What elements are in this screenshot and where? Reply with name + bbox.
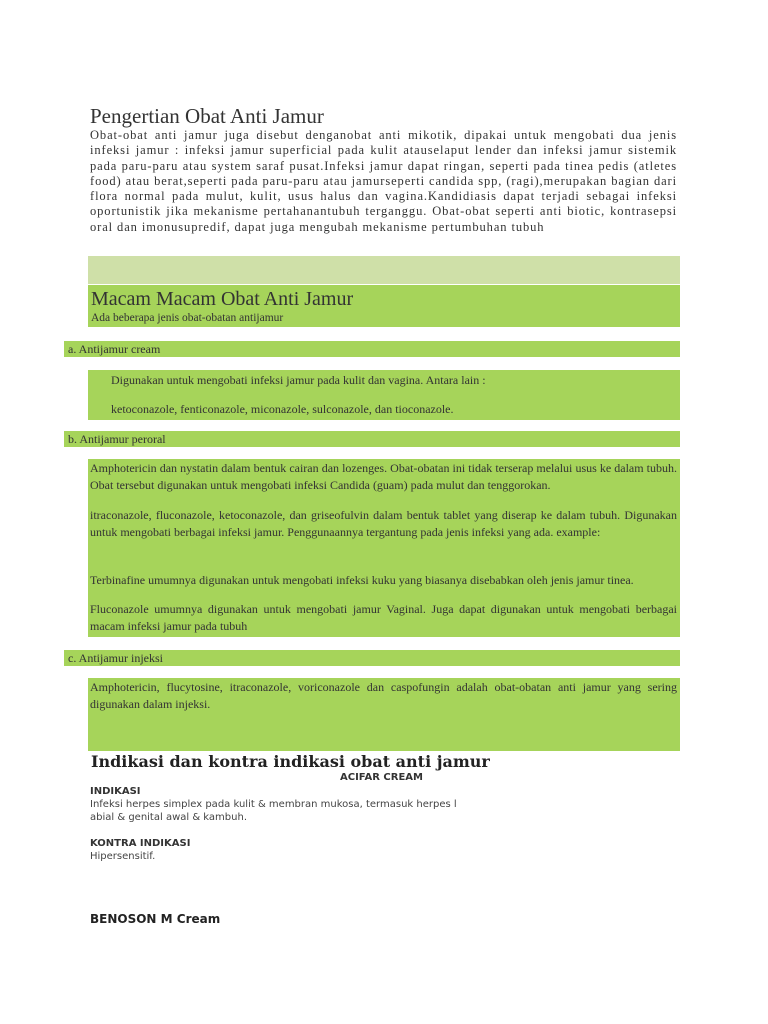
list-item-b-text-4: Fluconazole umumnya digunakan untuk mengobati jamur Vaginal. Juga dapat digunakan untuk mengobati berbagai macam infeksi jamur pada tubuh	[90, 602, 677, 633]
kontra-indikasi-label: KONTRA INDIKASI	[90, 838, 191, 849]
list-item-b-text-3: Terbinafine umumnya digunakan untuk mengobati infeksi kuku yang biasanya disebabkan oleh jenis jamur tinea.	[90, 573, 634, 587]
kontra-indikasi-text: Hipersensitif.	[90, 851, 156, 862]
section-title-pengertian: Pengertian Obat Anti Jamur	[90, 104, 324, 128]
list-item-c	[64, 650, 680, 666]
list-item-b-text-1: Amphotericin dan nystatin dalam bentuk cairan dan lozenges. Obat-obatan ini tidak terserap melalui usus ke dalam tubuh. Obat tersebut digunakan untuk mengobati infeksi Candida (guam) pada mulut dan tenggorokan.	[90, 461, 677, 492]
list-item-c-content	[88, 678, 680, 751]
product-title-acifar: ACIFAR CREAM	[340, 772, 423, 783]
intro-paragraph: Obat-obat anti jamur juga disebut denganobat anti mikotik, dipakai untuk mengobati dua jenis infeksi jamur : infeksi jamur superficial pada kulit atauselaput lender dan infeksi jamur sistemik pada paru-paru atau system saraf pusat.Infeksi jamur dapat ringan, seperti pada tinea pedis (atletes food) atau berat,seperti pada paru-paru atau jamurseperti candida spp, (ragi),merupakan bagian dari flora normal pada mulut, kulit, usus halus dan vagina.Kandidiasis dapat terjadi sebagai infeksi oportunistik jika mekanisme pertahanantubuh terganggu. Obat-obat seperti anti biotic, kontrasepsi oral dan imonusupredif, dapat juga mengubah mekanisme pertumbuhan tubuh	[90, 128, 677, 234]
list-item-a-text-2: ketoconazole, fenticonazole, miconazole, sulconazole, dan tioconazole.	[111, 402, 454, 416]
section-subtitle: Ada beberapa jenis obat-obatan antijamur	[91, 312, 284, 324]
indikasi-text-line-1: Infeksi herpes simplex pada kulit & membran mukosa, termasuk herpes l	[90, 799, 457, 810]
list-item-a-content	[88, 370, 680, 420]
list-item-a-label: a. Antijamur cream	[68, 342, 161, 356]
product-title-benoson: BENOSON M Cream	[90, 912, 221, 926]
list-item-a-text-1: Digunakan untuk mengobati infeksi jamur pada kulit dan vagina. Antara lain :	[111, 373, 486, 387]
list-item-c-text-1: Amphotericin, flucytosine, itraconazole, voriconazole dan caspofungin adalah obat-obatan anti jamur yang sering digunakan dalam injeksi.	[90, 680, 677, 711]
indikasi-text-line-2: abial & genital awal & kambuh.	[90, 812, 247, 823]
list-item-b	[64, 431, 680, 447]
divider-band	[88, 256, 680, 284]
list-item-c-label: c. Antijamur injeksi	[68, 651, 163, 665]
section-title-macam: Macam Macam Obat Anti Jamur	[91, 288, 354, 310]
indikasi-label: INDIKASI	[90, 786, 141, 797]
list-item-b-label: b. Antijamur peroral	[68, 432, 166, 446]
list-item-b-content	[88, 459, 680, 637]
section-title-indikasi: Indikasi dan kontra indikasi obat anti jamur	[91, 752, 490, 771]
section-header-block	[88, 285, 680, 327]
list-item-a	[64, 341, 680, 357]
list-item-b-text-2: itraconazole, fluconazole, ketoconazole, dan griseofulvin dalam bentuk tablet yang diserap ke dalam tubuh. Digunakan untuk mengobati berbagai infeksi jamur. Penggunaannya tergantung pada jenis infeksi yang ada. example:	[90, 508, 677, 539]
